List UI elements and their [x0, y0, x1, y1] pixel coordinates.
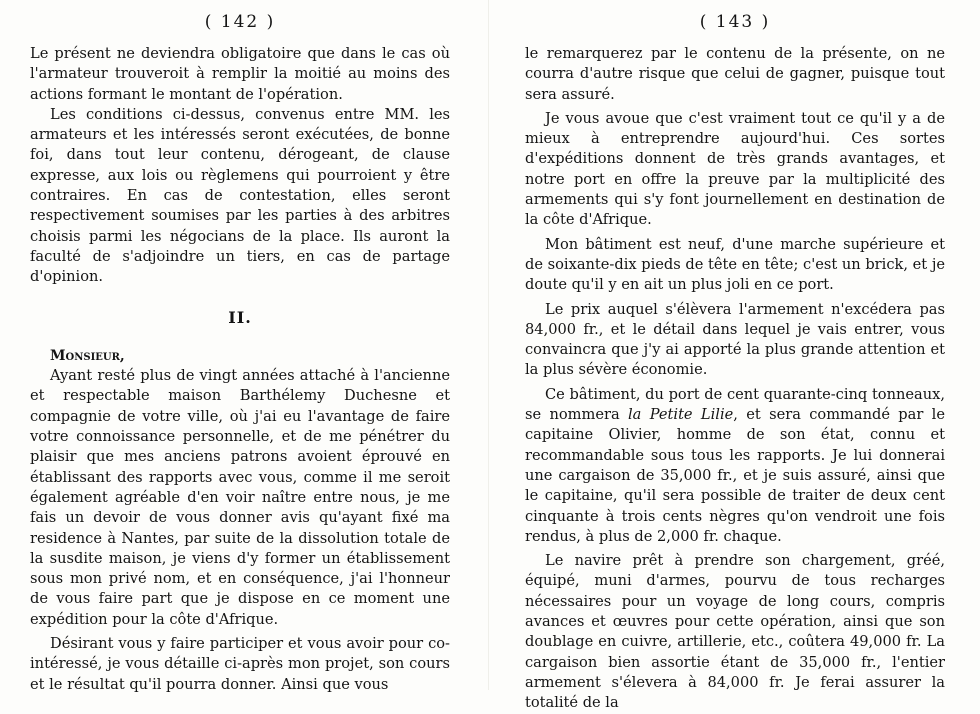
paragraph: Le présent ne deviendra obligatoire que dans le cas où l'armateur trouveroit à remplir la moitié au moins des actions formant le montant de l'opération. — [30, 45, 450, 103]
paragraph: Mon bâtiment est neuf, d'une marche supérieure et de soixante-dix pieds de tête en tête; c'est un brick, et je doute qu'il y en ait un plus joli en ce port. — [525, 235, 945, 294]
page-number-right: ( 143 ) — [699, 12, 771, 32]
paragraph: Désirant vous y faire participer et vous avoir pour co-intéressé, je vous détaille ci-après mon projet, son cours et le résultat qu'il pourra donner. Ainsi que vous — [30, 635, 450, 693]
paragraph: le remarquerez par le contenu de la présente, on ne courra d'autre risque que celui de gagner, puisque tout sera assuré. — [525, 45, 945, 103]
salutation: Monsieur, — [50, 347, 125, 364]
gutter — [488, 0, 489, 690]
ship-paragraph-after: , et sera commandé par le capitaine Olivier, homme de son état, connu et recommandable sous tous les rapports. Je lui donnerai une cargaison de 35,000 fr., et je suis assuré, ainsi que le capitaine, qu'il sera possible de traiter de deux cent cinquante à trois cents nègres qu'on vendroit une fois rendus, à plus de 2,000 fr. chaque. — [525, 406, 945, 545]
right-page-text — [525, 44, 945, 714]
left-page — [30, 0, 450, 695]
paragraph: Je vous avoue que c'est vraiment tout ce qu'il y a de mieux à entreprendre aujourd'hui. Ces sortes d'expéditions donnent de très grands avantages, et notre port en offre la preuve par la multiplicité des armements qui s'y font journellement en destination de la côte d'Afrique. — [525, 109, 945, 229]
ship-paragraph — [525, 385, 945, 547]
ship-paragraph-before: Ce bâtiment, du port de cent quarante-cinq tonneaux, se nommera — [525, 385, 945, 424]
ship-name: la Petite Lilie — [628, 406, 734, 424]
section-heading: II. — [228, 307, 252, 327]
paragraph: Les conditions ci-dessus, convenus entre MM. les armateurs et les intéressés seront exécutées, de bonne foi, dans tout leur contenu, dérogeant, de clause expresse, aux lois ou règlemens qui pourroient y être contraires. En cas de contestation, elles seront respectivement soumises par les parties à des arbitres choisis parmi les négocians de la place. Ils auront la faculté de s'adjoindre un tiers, en cas de partage d'opinion. — [30, 105, 450, 286]
right-page — [525, 0, 945, 714]
paragraph: Le navire prêt à prendre son chargement, gréé, équipé, muni d'armes, pourvu de tous recharges nécessaires pour un voyage de long cours, compris avances et œuvres pour cette opération, ainsi que son doublage en cuivre, artillerie, etc., coûtera 49,000 fr. La cargaison bien assortie étant de 35,000 fr., l'entier armement s'élevera à 84,000 fr. Je ferai assurer la totalité de la — [525, 552, 945, 712]
page-number-left: ( 142 ) — [204, 12, 276, 32]
paragraph: Ayant resté plus de vingt années attaché à l'ancienne et respectable maison Barthélemy Duchesne et compagnie de votre ville, où j'ai eu l'avantage de faire votre connoissance personnelle, et de me pénétrer du plaisir que mes anciens patrons avoient éprouvé en établissant des rapports avec vous, comme il me seroit également agréable d'en voir naître entre nous, je me fais un devoir de vous donner avis qu'ayant fixé ma residence à Nantes, par suite de la dissolution totale de la susdite maison, je viens d'y former un établissement sous mon privé nom, et en conséquence, j'ai l'honneur de vous faire part que je dispose en ce moment une expédition pour la côte d'Afrique. — [30, 367, 450, 628]
left-page-text — [30, 44, 450, 695]
paragraph: Le prix auquel s'élèvera l'armement n'excédera pas 84,000 fr., et le détail dans lequel je vais entrer, vous convaincra que j'y ai apporté la plus grande attention et la plus sévère économie. — [525, 300, 945, 379]
